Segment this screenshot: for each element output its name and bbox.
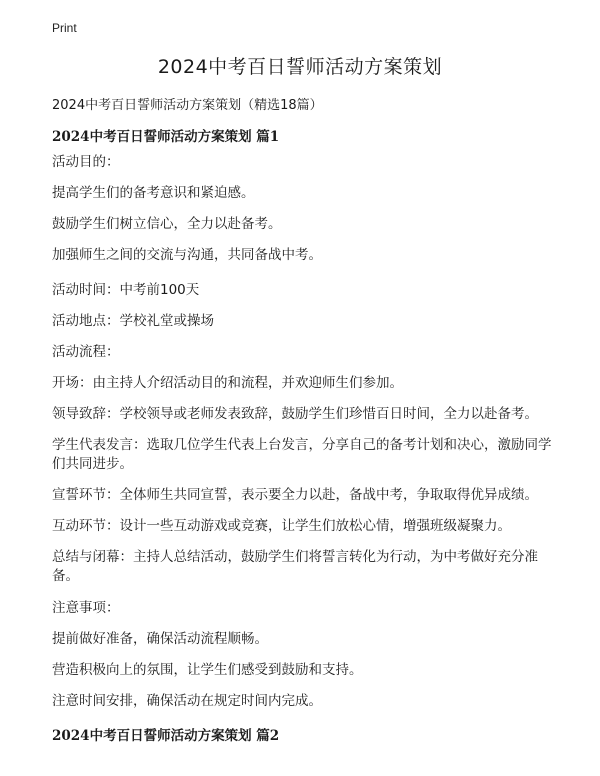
paragraph-activity-location: 活动地点：学校礼堂或操场 xyxy=(52,313,214,329)
paragraph-purpose-1: 提高学生们的备考意识和紧迫感。 xyxy=(52,185,255,201)
print-link[interactable]: Print xyxy=(52,21,77,35)
paragraph-note-1: 提前做好准备，确保活动流程顺畅。 xyxy=(52,631,268,647)
paragraph-flow-interaction: 互动环节：设计一些互动游戏或竞赛，让学生们放松心情，增强班级凝聚力。 xyxy=(52,518,511,534)
paragraph-note-2: 营造积极向上的氛围，让学生们感受到鼓励和支持。 xyxy=(52,662,363,678)
paragraph-flow-student-speech: 学生代表发言：选取几位学生代表上台发言，分享自己的备考计划和决心，激励同学们共同进步。 xyxy=(52,437,552,472)
section-heading-1: 2024中考百日誓师活动方案策划 篇1 xyxy=(52,129,280,145)
document-title: 2024中考百日誓师活动方案策划 xyxy=(157,56,443,78)
paragraph-activity-time: 活动时间：中考前100天 xyxy=(52,282,200,298)
paragraph-notes-label: 注意事项： xyxy=(52,600,120,616)
paragraph-activity-purpose-label: 活动目的： xyxy=(52,154,120,170)
paragraph-flow-closing: 总结与闭幕：主持人总结活动，鼓励学生们将誓言转化为行动，为中考做好充分准备。 xyxy=(52,549,538,584)
document-subtitle: 2024中考百日誓师活动方案策划（精选18篇） xyxy=(52,98,323,113)
paragraph-purpose-3: 加强师生之间的交流与沟通，共同备战中考。 xyxy=(52,247,322,263)
paragraph-flow-oath: 宣誓环节：全体师生共同宣誓，表示要全力以赴，备战中考，争取取得优异成绩。 xyxy=(52,487,538,503)
paragraph-flow-leader-speech: 领导致辞：学校领导或老师发表致辞，鼓励学生们珍惜百日时间，全力以赴备考。 xyxy=(52,406,538,422)
paragraph-flow-opening: 开场：由主持人介绍活动目的和流程，并欢迎师生们参加。 xyxy=(52,375,403,391)
paragraph-purpose-2: 鼓励学生们树立信心，全力以赴备考。 xyxy=(52,216,282,232)
section-heading-2: 2024中考百日誓师活动方案策划 篇2 xyxy=(52,728,280,744)
paragraph-note-3: 注意时间安排，确保活动在规定时间内完成。 xyxy=(52,693,322,709)
paragraph-activity-flow-label: 活动流程： xyxy=(52,344,120,360)
